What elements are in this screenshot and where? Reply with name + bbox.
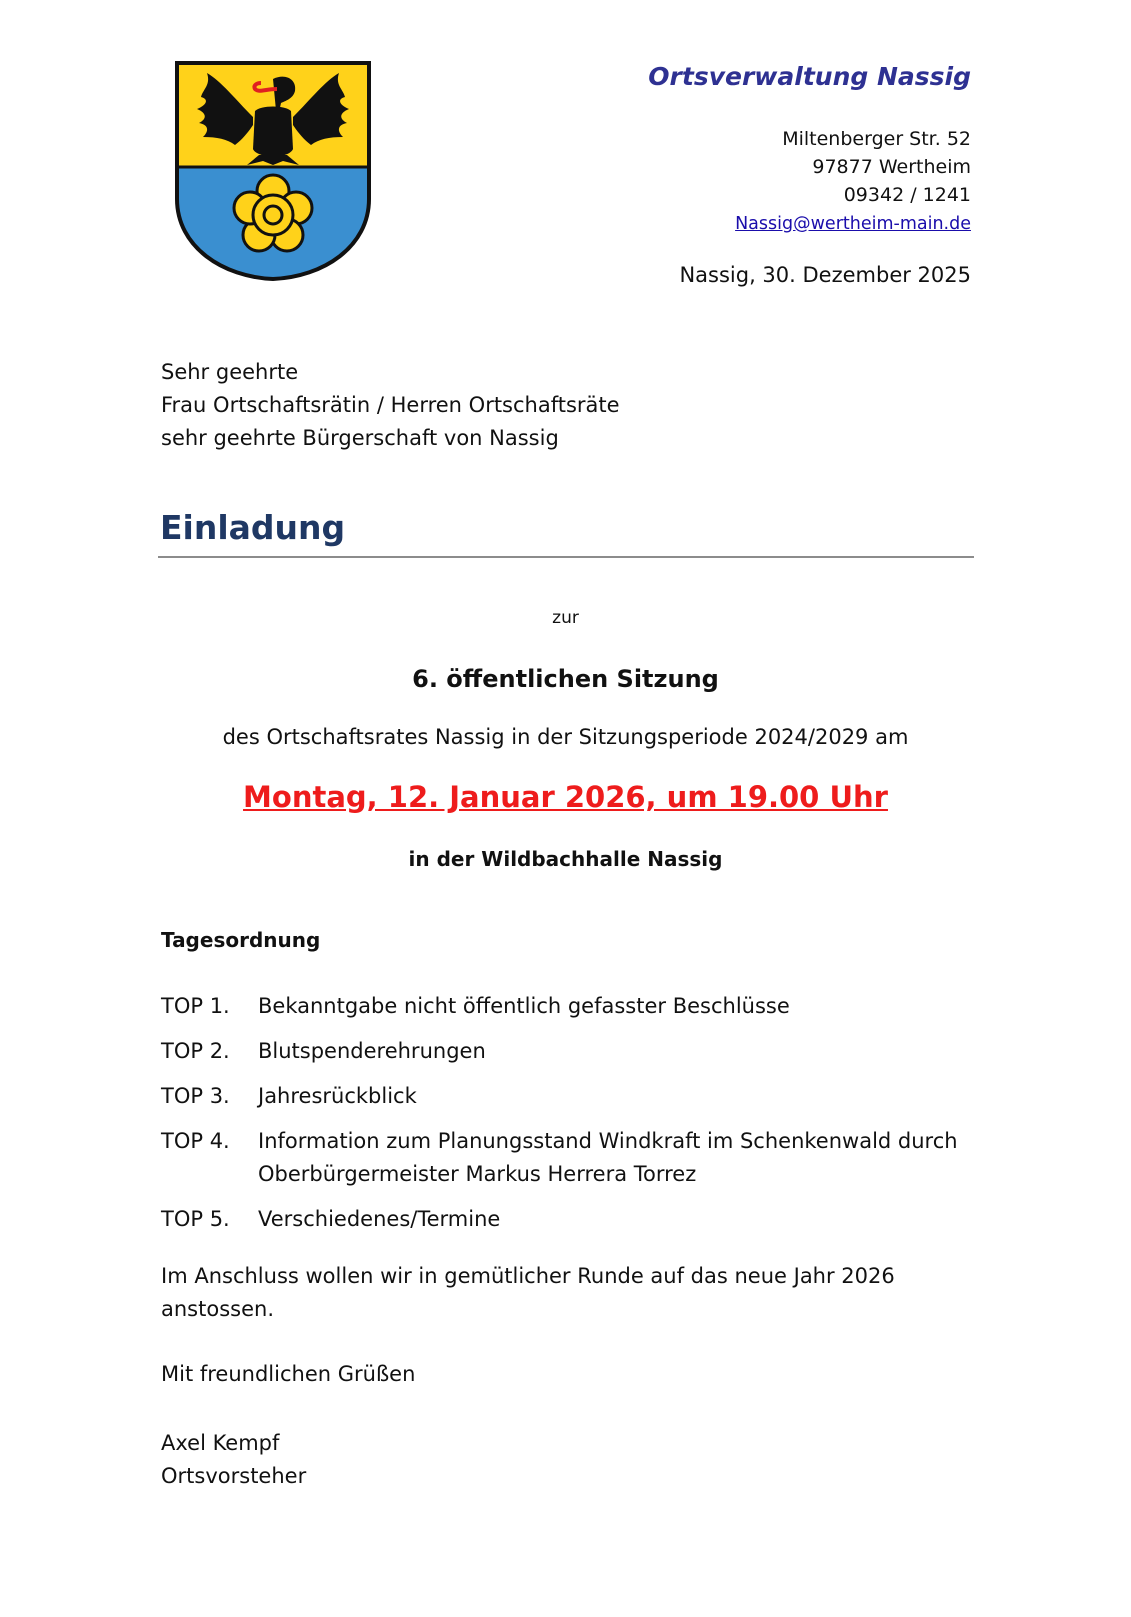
agenda-text: Blutspenderehrungen xyxy=(258,1039,486,1063)
org-name: Ortsverwaltung Nassig xyxy=(648,62,971,91)
agenda-number: TOP 1. xyxy=(161,994,230,1018)
agenda-number: TOP 3. xyxy=(161,1084,230,1108)
letter-date: Nassig, 30. Dezember 2025 xyxy=(679,263,971,287)
salutation xyxy=(161,356,620,455)
agenda-item xyxy=(161,1203,981,1236)
agenda-heading: Tagesordnung xyxy=(161,928,321,952)
agenda-number: TOP 5. xyxy=(161,1207,230,1231)
coat-of-arms-icon xyxy=(173,59,373,283)
meeting-location: in der Wildbachhalle Nassig xyxy=(408,847,723,871)
address-phone: 09342 / 1241 xyxy=(843,184,971,206)
agenda-list xyxy=(161,990,981,1248)
page-title: Einladung xyxy=(160,508,346,547)
signer-name: Axel Kempf xyxy=(161,1431,280,1455)
title-divider xyxy=(158,556,974,558)
signature xyxy=(161,1427,306,1493)
zur-text: zur xyxy=(552,608,579,628)
agenda-item xyxy=(161,1080,981,1113)
agenda-text: Jahresrückblick xyxy=(258,1084,417,1108)
meeting-datetime: Montag, 12. Januar 2026, um 19.00 Uhr xyxy=(243,780,888,814)
meeting-title: 6. öffentlichen Sitzung xyxy=(412,665,719,693)
address-city: 97877 Wertheim xyxy=(812,156,971,178)
agenda-item xyxy=(161,990,981,1023)
salutation-line: sehr geehrte Bürgerschaft von Nassig xyxy=(161,426,559,450)
agenda-item xyxy=(161,1125,981,1191)
address-block xyxy=(735,125,971,238)
agenda-number: TOP 2. xyxy=(161,1039,230,1063)
signer-role: Ortsvorsteher xyxy=(161,1464,307,1488)
agenda-text: Information zum Planungsstand Windkraft im Schenkenwald durch Oberbürgermeister Markus Herrera Torrez xyxy=(258,1129,958,1186)
greeting: Mit freundlichen Grüßen xyxy=(161,1362,416,1386)
agenda-text: Bekanntgabe nicht öffentlich gefasster Beschlüsse xyxy=(258,994,790,1018)
salutation-line: Frau Ortschaftsrätin / Herren Ortschaftsräte xyxy=(161,393,620,417)
email-link[interactable]: Nassig@wertheim-main.de xyxy=(735,214,971,234)
address-street: Miltenberger Str. 52 xyxy=(782,128,971,150)
agenda-item xyxy=(161,1035,981,1068)
agenda-text: Verschiedenes/Termine xyxy=(258,1207,501,1231)
salutation-line: Sehr geehrte xyxy=(161,360,299,384)
closing-text: Im Anschluss wollen wir in gemütlicher Runde auf das neue Jahr 2026 anstossen. xyxy=(161,1264,895,1321)
agenda-number: TOP 4. xyxy=(161,1129,230,1153)
council-text: des Ortschaftsrates Nassig in der Sitzungsperiode 2024/2029 am xyxy=(222,725,909,749)
